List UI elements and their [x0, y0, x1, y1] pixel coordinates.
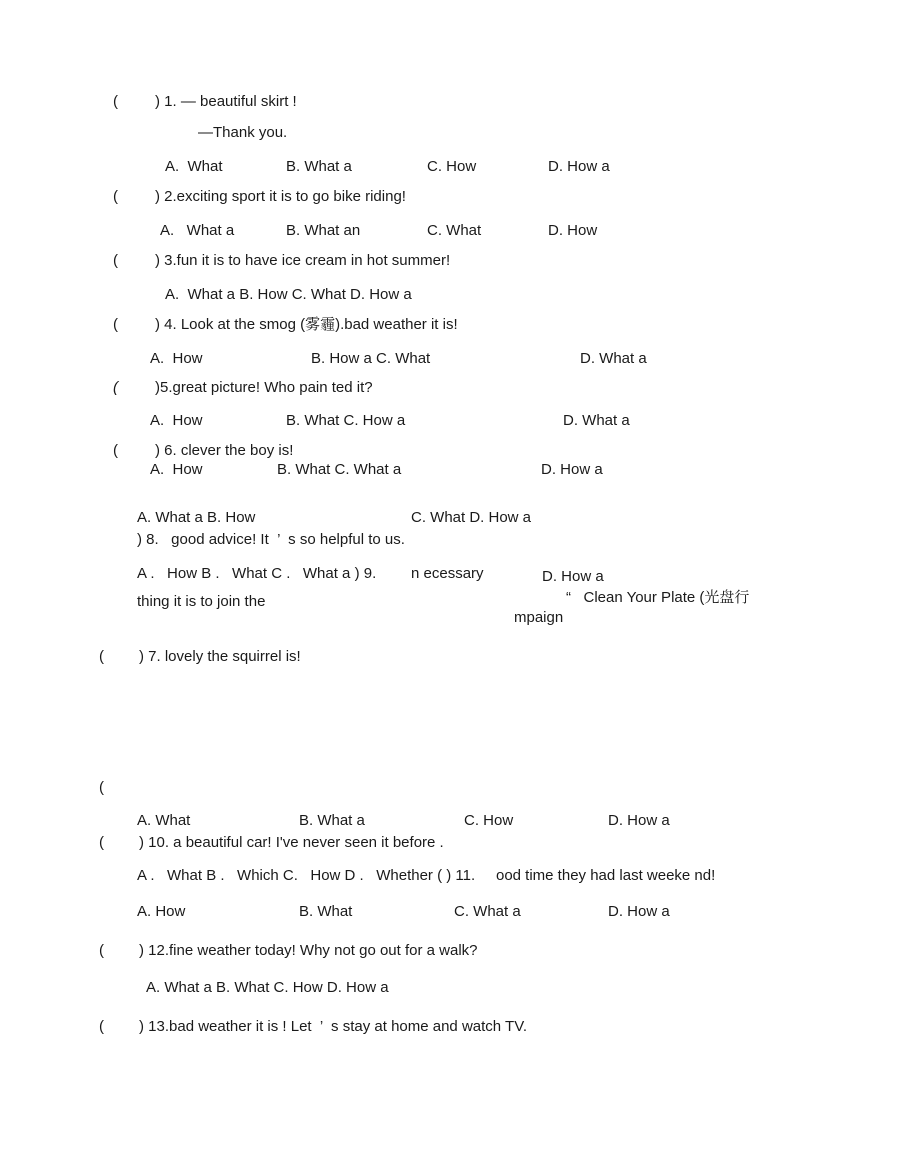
- q11-option-d: D. How a: [608, 903, 670, 920]
- q13-paren: (: [99, 1018, 104, 1035]
- q5-option-bc: B. What C. How a: [286, 412, 406, 429]
- q11-option-a: A. How: [137, 903, 186, 920]
- q9-option-c: C. How: [464, 812, 514, 829]
- q7-option-ab: A. What a B. How: [137, 509, 256, 526]
- q9-end: mpaign: [514, 609, 564, 626]
- q6-text: ) 6. clever the boy is!: [155, 442, 294, 459]
- q7-option-cd: C. What D. How a: [411, 509, 532, 526]
- q1-reply: —Thank you.: [198, 124, 288, 141]
- q12-text: ) 12.fine weather today! Why not go out for a walk?: [139, 942, 478, 959]
- q9-quote: “ Clean Your Plate (光盘行: [566, 589, 750, 606]
- q10-options: A . What B . Which C. How D . Whether ( ) 11. ood time they had last weeke nd!: [137, 867, 716, 884]
- q7-paren: (: [99, 648, 104, 665]
- q4-text: ) 4. Look at the smog (雾霾).bad weather it is!: [155, 316, 458, 333]
- q2-text: ) 2.exciting sport it is to go bike riding!: [155, 188, 406, 205]
- q1-option-c: C. How: [427, 158, 477, 175]
- q4-option-a: A. How: [150, 350, 203, 367]
- q5-text: )5.great picture! Who pain ted it?: [155, 379, 373, 396]
- q9-option-d: D. How a: [608, 812, 670, 829]
- q6-paren: (: [113, 442, 118, 459]
- q8-text: ) 8. good advice! It ’ s so helpful to us.: [137, 531, 405, 548]
- q1-option-a: A. What: [165, 158, 223, 175]
- q5-option-d: D. What a: [563, 412, 630, 429]
- q9-text: thing it is to join the: [137, 593, 266, 610]
- q11-option-b: B. What: [299, 903, 353, 920]
- q9-fragment: n ecessary: [411, 565, 484, 582]
- q2-option-c: C. What: [427, 222, 482, 239]
- q9-paren: (: [99, 779, 104, 796]
- q2-option-a: A. What a: [160, 222, 235, 239]
- q5-option-a: A. How: [150, 412, 203, 429]
- q9-option-a: A. What: [137, 812, 191, 829]
- q12-options: A. What a B. What C. How D. How a: [146, 979, 389, 996]
- q4-paren: (: [113, 316, 118, 333]
- q5-paren: (: [113, 379, 118, 396]
- q6-option-a: A. How: [150, 461, 203, 478]
- q2-paren: (: [113, 188, 118, 205]
- q1-option-d: D. How a: [548, 158, 610, 175]
- q3-options: A. What a B. How C. What D. How a: [165, 286, 412, 303]
- q6-option-d: D. How a: [541, 461, 603, 478]
- q1-text: ) 1. — beautiful skirt !: [155, 93, 297, 110]
- q4-option-d: D. What a: [580, 350, 647, 367]
- q2-option-b: B. What an: [286, 222, 361, 239]
- q9-option-b: B. What a: [299, 812, 365, 829]
- q10-text: ) 10. a beautiful car! I've never seen it before .: [139, 834, 444, 851]
- q2-option-d: D. How: [548, 222, 598, 239]
- q12-paren: (: [99, 942, 104, 959]
- q13-text: ) 13.bad weather it is ! Let ’ s stay at home and watch TV.: [139, 1018, 527, 1035]
- q4-option-bc: B. How a C. What: [311, 350, 431, 367]
- q6-option-bc: B. What C. What a: [277, 461, 402, 478]
- q1-paren: (: [113, 93, 118, 110]
- q10-paren: (: [99, 834, 104, 851]
- q1-option-b: B. What a: [286, 158, 352, 175]
- q11-option-c: C. What a: [454, 903, 521, 920]
- q7-text: ) 7. lovely the squirrel is!: [139, 648, 301, 665]
- q3-text: ) 3.fun it is to have ice cream in hot summer!: [155, 252, 451, 269]
- q8-option-d: D. How a: [542, 568, 604, 585]
- q3-paren: (: [113, 252, 118, 269]
- q8-options: A . How B . What C . What a ) 9.: [137, 565, 377, 582]
